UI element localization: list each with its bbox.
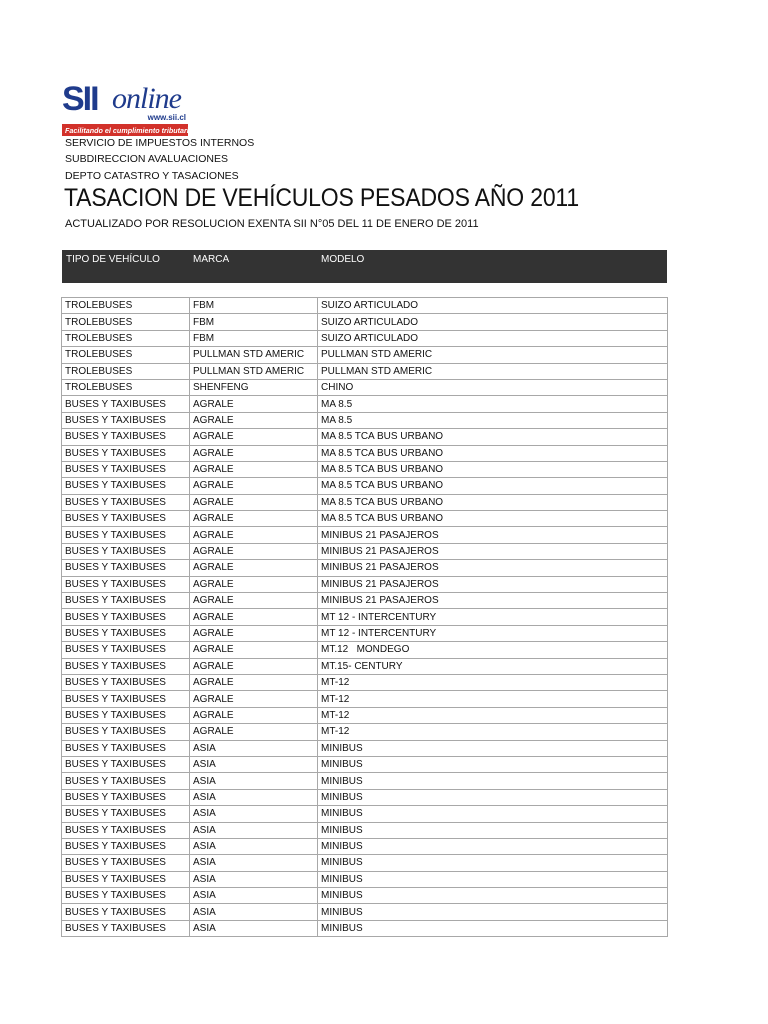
org-line-3: DEPTO CATASTRO Y TASACIONES: [65, 170, 239, 182]
cell-tipo: BUSES Y TAXIBUSES: [62, 560, 190, 576]
cell-modelo: MINIBUS: [318, 904, 668, 920]
cell-marca: FBM: [190, 314, 318, 330]
cell-tipo: BUSES Y TAXIBUSES: [62, 756, 190, 772]
cell-tipo: BUSES Y TAXIBUSES: [62, 871, 190, 887]
table-row: [62, 461, 668, 477]
cell-marca: ASIA: [190, 740, 318, 756]
table-row: [62, 445, 668, 461]
cell-marca: ASIA: [190, 773, 318, 789]
cell-modelo: MA 8.5 TCA BUS URBANO: [318, 461, 668, 477]
cell-marca: ASIA: [190, 756, 318, 772]
cell-marca: AGRALE: [190, 576, 318, 592]
table-row: [62, 674, 668, 690]
cell-modelo: MA 8.5 TCA BUS URBANO: [318, 494, 668, 510]
table-row: [62, 576, 668, 592]
cell-marca: AGRALE: [190, 494, 318, 510]
cell-marca: ASIA: [190, 822, 318, 838]
cell-tipo: BUSES Y TAXIBUSES: [62, 412, 190, 428]
cell-modelo: MT-12: [318, 691, 668, 707]
sii-logo-graphic: [62, 70, 188, 136]
cell-tipo: BUSES Y TAXIBUSES: [62, 543, 190, 559]
cell-modelo: MINIBUS: [318, 871, 668, 887]
cell-marca: AGRALE: [190, 478, 318, 494]
table-row: [62, 478, 668, 494]
cell-modelo: MINIBUS 21 PASAJEROS: [318, 527, 668, 543]
table-row: [62, 822, 668, 838]
cell-modelo: MA 8.5 TCA BUS URBANO: [318, 445, 668, 461]
table-row: [62, 527, 668, 543]
cell-tipo: TROLEBUSES: [62, 314, 190, 330]
cell-marca: AGRALE: [190, 445, 318, 461]
cell-modelo: MINIBUS: [318, 822, 668, 838]
cell-tipo: BUSES Y TAXIBUSES: [62, 658, 190, 674]
column-header-modelo: MODELO: [321, 254, 365, 265]
cell-modelo: MT.12 MONDEGO: [318, 642, 668, 658]
logo-url-text: www.sii.cl: [147, 113, 186, 122]
cell-marca: AGRALE: [190, 691, 318, 707]
cell-marca: AGRALE: [190, 429, 318, 445]
page-title: TASACION DE VEHÍCULOS PESADOS AÑO 2011: [64, 184, 579, 212]
cell-marca: AGRALE: [190, 511, 318, 527]
cell-tipo: TROLEBUSES: [62, 379, 190, 395]
cell-tipo: TROLEBUSES: [62, 298, 190, 314]
cell-tipo: BUSES Y TAXIBUSES: [62, 576, 190, 592]
cell-tipo: BUSES Y TAXIBUSES: [62, 511, 190, 527]
cell-marca: FBM: [190, 298, 318, 314]
logo-sii-text: SII: [62, 80, 98, 118]
cell-marca: AGRALE: [190, 658, 318, 674]
cell-marca: AGRALE: [190, 543, 318, 559]
logo-tagline-text: Facilitando el cumplimiento tributario: [65, 126, 188, 135]
cell-modelo: SUIZO ARTICULADO: [318, 298, 668, 314]
table-row: [62, 396, 668, 412]
cell-modelo: PULLMAN STD AMERIC: [318, 363, 668, 379]
cell-modelo: MA 8.5 TCA BUS URBANO: [318, 511, 668, 527]
table-row: [62, 347, 668, 363]
column-header-marca: MARCA: [193, 254, 230, 265]
table-row: [62, 609, 668, 625]
column-header-tipo: TIPO DE VEHÍCULO: [66, 254, 160, 265]
cell-tipo: TROLEBUSES: [62, 347, 190, 363]
cell-tipo: BUSES Y TAXIBUSES: [62, 593, 190, 609]
table-row: [62, 429, 668, 445]
cell-marca: ASIA: [190, 888, 318, 904]
cell-marca: FBM: [190, 330, 318, 346]
cell-modelo: MINIBUS: [318, 838, 668, 854]
cell-tipo: BUSES Y TAXIBUSES: [62, 691, 190, 707]
cell-modelo: MINIBUS: [318, 888, 668, 904]
cell-marca: AGRALE: [190, 396, 318, 412]
cell-tipo: BUSES Y TAXIBUSES: [62, 478, 190, 494]
cell-modelo: MINIBUS: [318, 855, 668, 871]
cell-modelo: MT.15- CENTURY: [318, 658, 668, 674]
cell-marca: AGRALE: [190, 593, 318, 609]
logo-online-text: online: [112, 82, 181, 115]
cell-tipo: BUSES Y TAXIBUSES: [62, 920, 190, 936]
table-row: [62, 560, 668, 576]
table-row: [62, 740, 668, 756]
page-subtitle: ACTUALIZADO POR RESOLUCION EXENTA SII N°05 DEL 11 DE ENERO DE 2011: [65, 218, 479, 230]
table-row: [62, 724, 668, 740]
cell-tipo: BUSES Y TAXIBUSES: [62, 609, 190, 625]
table-row: [62, 494, 668, 510]
cell-marca: AGRALE: [190, 625, 318, 641]
vehicle-table: [61, 297, 668, 937]
cell-modelo: SUIZO ARTICULADO: [318, 330, 668, 346]
table-row: [62, 855, 668, 871]
cell-tipo: BUSES Y TAXIBUSES: [62, 445, 190, 461]
cell-tipo: BUSES Y TAXIBUSES: [62, 396, 190, 412]
cell-modelo: MINIBUS: [318, 789, 668, 805]
table-row: [62, 363, 668, 379]
cell-marca: AGRALE: [190, 527, 318, 543]
cell-marca: AGRALE: [190, 724, 318, 740]
table-row: [62, 412, 668, 428]
cell-tipo: BUSES Y TAXIBUSES: [62, 724, 190, 740]
cell-modelo: MINIBUS: [318, 806, 668, 822]
table-row: [62, 314, 668, 330]
cell-modelo: MINIBUS: [318, 740, 668, 756]
table-row: [62, 871, 668, 887]
cell-tipo: BUSES Y TAXIBUSES: [62, 888, 190, 904]
table-row: [62, 511, 668, 527]
sii-online-logo: [62, 70, 188, 136]
cell-modelo: MINIBUS: [318, 756, 668, 772]
cell-marca: ASIA: [190, 904, 318, 920]
table-row: [62, 330, 668, 346]
table-row: [62, 773, 668, 789]
cell-modelo: SUIZO ARTICULADO: [318, 314, 668, 330]
cell-modelo: PULLMAN STD AMERIC: [318, 347, 668, 363]
cell-marca: AGRALE: [190, 609, 318, 625]
table-row: [62, 691, 668, 707]
cell-marca: AGRALE: [190, 707, 318, 723]
cell-tipo: BUSES Y TAXIBUSES: [62, 642, 190, 658]
cell-modelo: MA 8.5: [318, 396, 668, 412]
cell-marca: ASIA: [190, 789, 318, 805]
cell-marca: SHENFENG: [190, 379, 318, 395]
cell-tipo: BUSES Y TAXIBUSES: [62, 838, 190, 854]
table-row: [62, 838, 668, 854]
cell-modelo: MT 12 - INTERCENTURY: [318, 625, 668, 641]
cell-tipo: BUSES Y TAXIBUSES: [62, 789, 190, 805]
table-row: [62, 593, 668, 609]
cell-marca: AGRALE: [190, 412, 318, 428]
cell-marca: ASIA: [190, 838, 318, 854]
cell-modelo: MT-12: [318, 724, 668, 740]
cell-marca: AGRALE: [190, 560, 318, 576]
cell-tipo: BUSES Y TAXIBUSES: [62, 773, 190, 789]
cell-marca: ASIA: [190, 855, 318, 871]
cell-tipo: BUSES Y TAXIBUSES: [62, 625, 190, 641]
table-row: [62, 789, 668, 805]
cell-tipo: BUSES Y TAXIBUSES: [62, 740, 190, 756]
org-line-1: SERVICIO DE IMPUESTOS INTERNOS: [65, 137, 255, 149]
table-row: [62, 543, 668, 559]
cell-modelo: MINIBUS: [318, 920, 668, 936]
cell-tipo: TROLEBUSES: [62, 330, 190, 346]
cell-marca: AGRALE: [190, 642, 318, 658]
cell-tipo: BUSES Y TAXIBUSES: [62, 806, 190, 822]
cell-tipo: BUSES Y TAXIBUSES: [62, 461, 190, 477]
table-row: [62, 379, 668, 395]
cell-modelo: MA 8.5 TCA BUS URBANO: [318, 429, 668, 445]
cell-marca: AGRALE: [190, 674, 318, 690]
cell-marca: PULLMAN STD AMERIC: [190, 363, 318, 379]
table-row: [62, 806, 668, 822]
cell-modelo: MT 12 - INTERCENTURY: [318, 609, 668, 625]
table-row: [62, 658, 668, 674]
cell-tipo: TROLEBUSES: [62, 363, 190, 379]
table-row: [62, 904, 668, 920]
table-row: [62, 298, 668, 314]
cell-tipo: BUSES Y TAXIBUSES: [62, 707, 190, 723]
cell-modelo: MA 8.5 TCA BUS URBANO: [318, 478, 668, 494]
cell-marca: ASIA: [190, 806, 318, 822]
cell-tipo: BUSES Y TAXIBUSES: [62, 855, 190, 871]
cell-modelo: MT-12: [318, 674, 668, 690]
table-header-bar: [62, 250, 667, 283]
cell-marca: ASIA: [190, 871, 318, 887]
org-line-2: SUBDIRECCION AVALUACIONES: [65, 153, 228, 165]
table-row: [62, 642, 668, 658]
table-row: [62, 888, 668, 904]
cell-modelo: MINIBUS 21 PASAJEROS: [318, 576, 668, 592]
table-row: [62, 625, 668, 641]
cell-tipo: BUSES Y TAXIBUSES: [62, 904, 190, 920]
cell-tipo: BUSES Y TAXIBUSES: [62, 494, 190, 510]
cell-modelo: MINIBUS 21 PASAJEROS: [318, 593, 668, 609]
cell-tipo: BUSES Y TAXIBUSES: [62, 822, 190, 838]
cell-modelo: MA 8.5: [318, 412, 668, 428]
cell-modelo: MINIBUS 21 PASAJEROS: [318, 543, 668, 559]
table-row: [62, 707, 668, 723]
cell-modelo: MT-12: [318, 707, 668, 723]
cell-marca: PULLMAN STD AMERIC: [190, 347, 318, 363]
cell-marca: ASIA: [190, 920, 318, 936]
cell-modelo: MINIBUS 21 PASAJEROS: [318, 560, 668, 576]
table-row: [62, 756, 668, 772]
cell-modelo: MINIBUS: [318, 773, 668, 789]
cell-marca: AGRALE: [190, 461, 318, 477]
cell-modelo: CHINO: [318, 379, 668, 395]
cell-tipo: BUSES Y TAXIBUSES: [62, 429, 190, 445]
table-row: [62, 920, 668, 936]
cell-tipo: BUSES Y TAXIBUSES: [62, 674, 190, 690]
cell-tipo: BUSES Y TAXIBUSES: [62, 527, 190, 543]
